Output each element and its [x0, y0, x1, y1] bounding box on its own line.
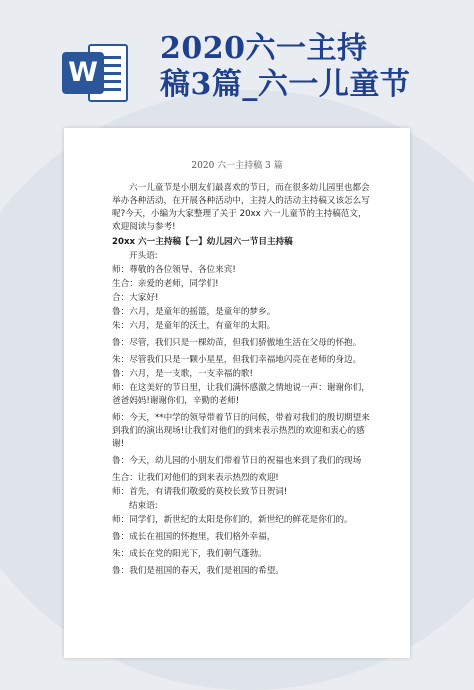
header	[0, 0, 474, 120]
document-title: 2020 六一主持稿 3 篇	[191, 161, 283, 171]
script-line: 生合：亲爱的老师，同学们!	[112, 279, 219, 289]
script-line: 合：大家好!	[112, 293, 159, 303]
script-line: 朱：六月，是童年的沃土，有童年的太阳。	[112, 321, 276, 331]
script-line: 鲁：六月，是童年的摇篮，是童年的梦乡。	[112, 307, 276, 317]
script-line: 师：首先，有请我们敬爱的莫校长致节日贺词!	[112, 487, 288, 497]
section-heading: 20xx 六一主持稿【一】幼儿园六一节目主持稿	[112, 237, 293, 247]
script-line: 鲁：今天，幼儿园的小朋友们带着节日的祝福也来到了我们的现场	[112, 456, 362, 466]
intro-paragraph: 六一儿童节是小朋友们最喜欢的节日，而在很多幼儿园里也都会举办各种活动，在开展各种活动中，主持人的活动主持稿又该怎么写呢?今天，小编为大家整理了关于 20xx 六一儿童节的主持稿范文，欢迎阅读与参考!	[112, 183, 370, 232]
script-line: 朱：尽管我们只是一颗小星星，但我们幸福地闪亮在老师的身边。	[112, 355, 362, 365]
script-line: 师：尊敬的各位领导、各位来宾!	[112, 265, 236, 275]
script-line: 生合：让我们对他们的到来表示热烈的欢迎!	[112, 473, 279, 483]
script-line: 鲁：六月，是一支歌，一支幸福的歌!	[112, 369, 253, 379]
title-line-2: 稿3篇_六一儿童节	[160, 67, 411, 102]
closing-line: 师：同学们，新世纪的太阳是你们的，新世纪的鲜花是你们的。	[112, 515, 353, 525]
closing-line: 鲁：成长在祖国的怀抱里，我们格外幸福，	[112, 532, 276, 542]
document-body	[112, 182, 372, 578]
closing-label: 结束语:	[129, 501, 158, 511]
closing-line: 朱：成长在党的阳光下，我们朝气蓬勃。	[112, 549, 267, 559]
title-line-1: 2020六一主持	[160, 31, 368, 66]
closing-line: 鲁：我们是祖国的春天，我们是祖国的希望。	[112, 566, 284, 576]
script-line: 师：在这美好的节日里，让我们满怀感激之情地说一声：谢谢你们，爸爸妈妈!谢谢你们，辛勤的老师!	[112, 383, 370, 406]
word-badge: W	[62, 52, 104, 94]
word-icon	[62, 38, 132, 110]
document-page	[64, 128, 410, 658]
script-line: 师：今天，**中学的领导带着节日的问候，带着对我们的殷切期望来到我们的演出现场!让我们对他们的到来表示热烈的欢迎和衷心的感谢!	[112, 413, 370, 449]
opening-label: 开头语:	[129, 251, 158, 261]
script-line: 鲁：尽管，我们只是一棵幼苗，但我们骄傲地生活在父母的怀抱。	[112, 338, 362, 348]
page-title	[160, 31, 410, 103]
